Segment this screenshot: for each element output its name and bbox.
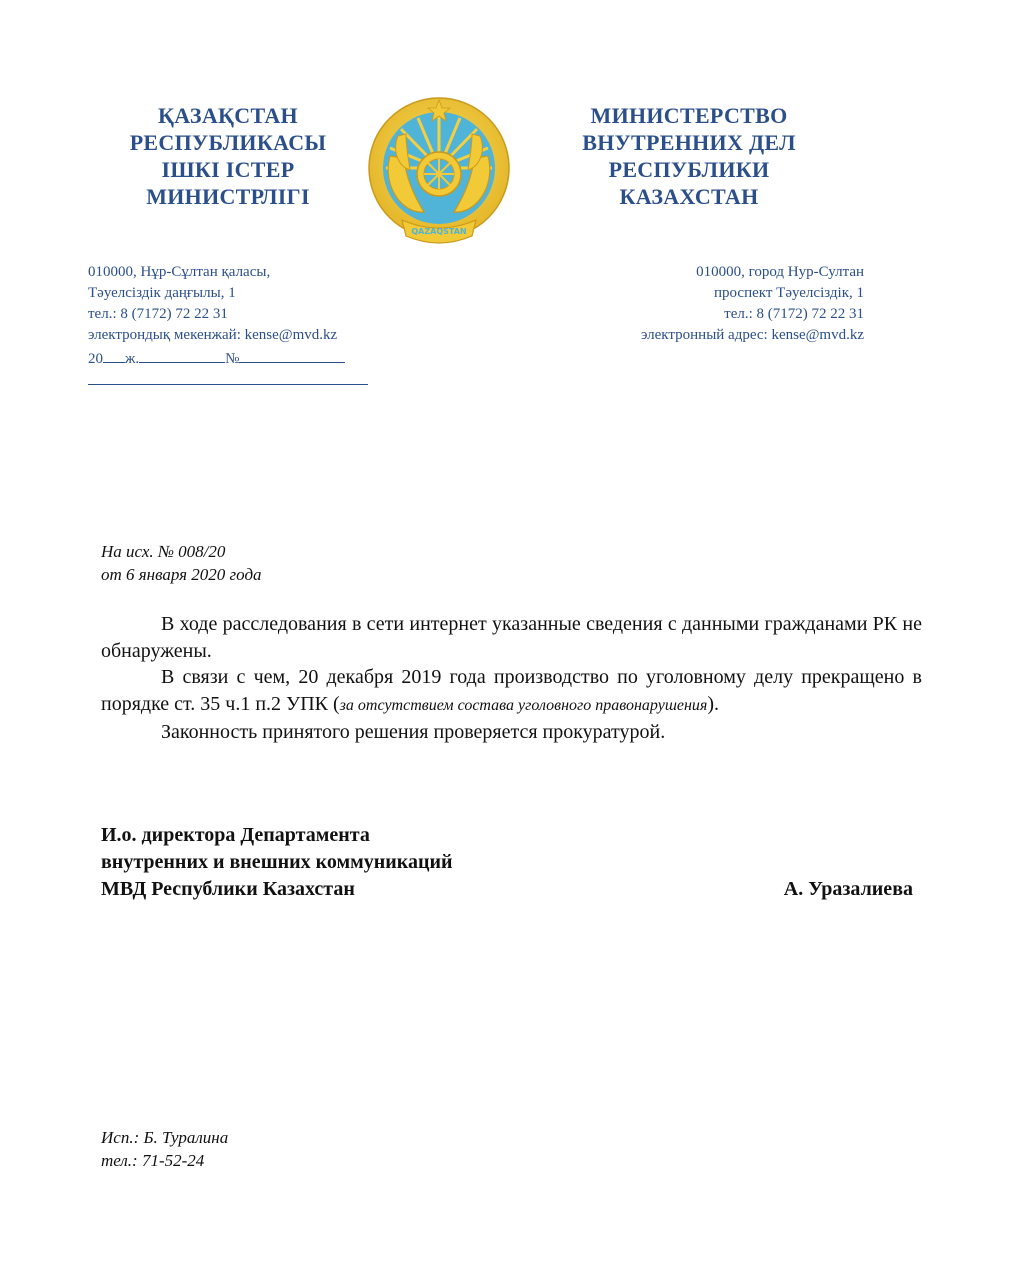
signatory-name: А. Уразалиева bbox=[783, 878, 913, 900]
ministry-title-kz bbox=[108, 102, 348, 210]
ministry-title-kz-line: ҚАЗАҚСТАН bbox=[158, 103, 298, 128]
ministry-title-ru-line: РЕСПУБЛИКИ bbox=[608, 157, 770, 182]
letter-body bbox=[101, 611, 922, 746]
ministry-title-kz-line: МИНИСТРЛІГІ bbox=[146, 184, 310, 209]
ministry-title-kz-line: РЕСПУБЛИКАСЫ bbox=[129, 130, 327, 155]
phone-line: тел.: 8 (7172) 72 22 31 bbox=[724, 306, 864, 322]
number-blank bbox=[239, 348, 345, 363]
reference-date: от 6 января 2020 года bbox=[101, 565, 262, 584]
address-block-kz bbox=[88, 262, 408, 385]
executor-name: Исп.: Б. Туралина bbox=[101, 1128, 229, 1147]
address-line: 010000, город Нур-Султан bbox=[696, 264, 864, 280]
body-paragraph: Законность принятого решения проверяется прокуратурой. bbox=[161, 721, 666, 743]
state-emblem-icon bbox=[362, 96, 516, 254]
address-line: Тәуелсіздік даңғылы, 1 bbox=[88, 285, 236, 301]
paragraph-italic-text: за отсутствием состава уголовного правонарушения bbox=[339, 696, 708, 714]
outgoing-date-number-line bbox=[88, 348, 408, 370]
number-sign: № bbox=[225, 351, 240, 367]
year-suffix: ж. bbox=[125, 351, 140, 367]
state-emblem bbox=[362, 96, 516, 254]
body-paragraph bbox=[101, 664, 922, 719]
ministry-title-ru-line: КАЗАХСТАН bbox=[619, 184, 759, 209]
signatory-position: МВД Республики Казахстан bbox=[101, 878, 355, 900]
address-block-ru bbox=[560, 262, 864, 346]
email-line: электронный адрес: kense@mvd.kz bbox=[641, 327, 864, 343]
executor-phone: тел.: 71-52-24 bbox=[101, 1151, 205, 1170]
date-blank bbox=[139, 348, 225, 363]
address-line: 010000, Нұр-Сұлтан қаласы, bbox=[88, 264, 271, 280]
paragraph-text: В связи с чем, 20 декабря 2019 года производство по уголовному делу прекращено в порядке ст. 35 ч.1 п.2 УПК ( bbox=[101, 666, 922, 715]
signature-block bbox=[101, 822, 913, 903]
executor-block bbox=[101, 1126, 228, 1172]
phone-line: тел.: 8 (7172) 72 22 31 bbox=[88, 306, 228, 322]
signatory-position: И.о. директора Департамента bbox=[101, 824, 370, 846]
paragraph-text-end: ). bbox=[707, 692, 720, 715]
year-blank bbox=[103, 348, 125, 363]
address-line: проспект Тәуелсіздік, 1 bbox=[714, 285, 864, 301]
signatory-position: внутренних и внешних коммуникаций bbox=[101, 851, 453, 873]
signature-underline bbox=[88, 370, 368, 385]
email-line: электрондық мекенжай: kense@mvd.kz bbox=[88, 327, 338, 343]
emblem-ribbon-text: QAZAQSTAN bbox=[411, 227, 467, 236]
reference-number: На исх. № 008/20 bbox=[101, 542, 226, 561]
body-paragraph: В ходе расследования в сети интернет указанные сведения с данными гражданами РК не обнаружены. bbox=[101, 613, 922, 662]
date-prefix: 20 bbox=[88, 351, 103, 367]
ministry-title-ru-line: ВНУТРЕННИХ ДЕЛ bbox=[582, 130, 796, 155]
reference-block bbox=[101, 540, 262, 586]
ministry-title-kz-line: ІШКІ ІСТЕР bbox=[161, 157, 295, 182]
ministry-title-ru bbox=[555, 102, 823, 210]
ministry-title-ru-line: МИНИСТЕРСТВО bbox=[590, 103, 788, 128]
